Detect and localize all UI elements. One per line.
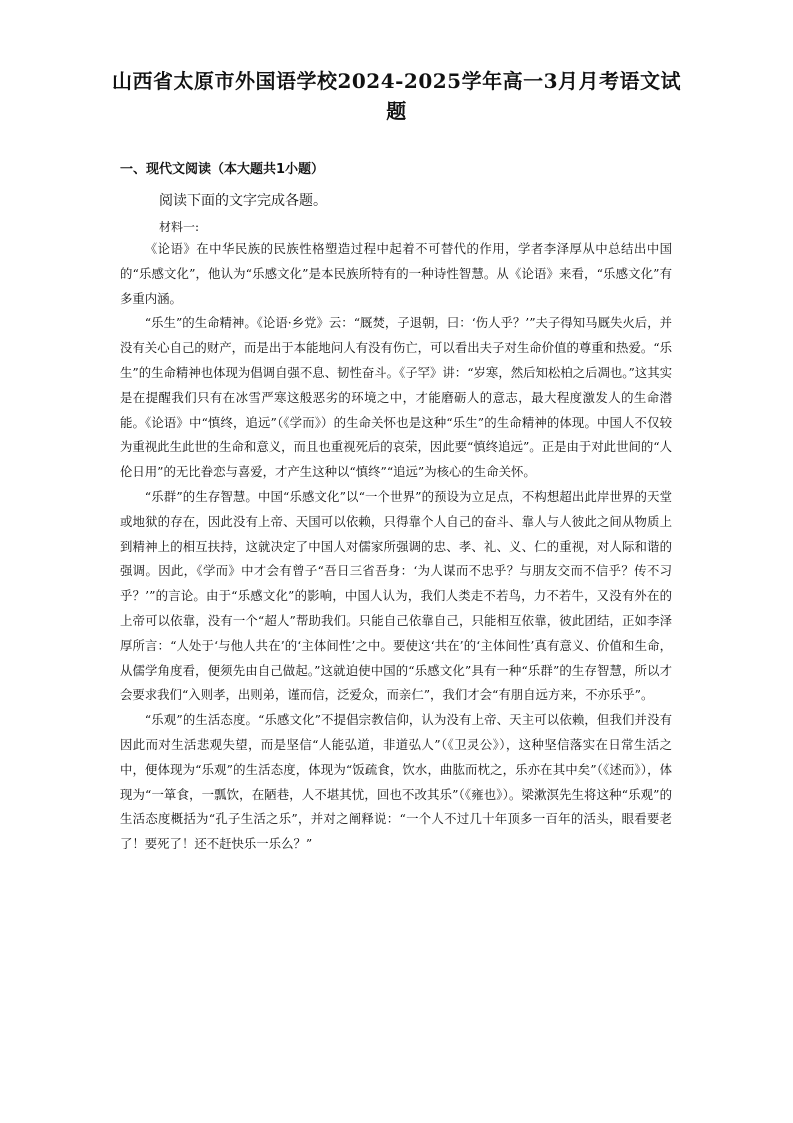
passage-body bbox=[120, 237, 672, 857]
paragraph: “乐群”的生存智慧。中国“乐感文化”以“一个世界”的预设为立足点，不构想超出此岸世界的天堂或地狱的存在，因此没有上帝、天国可以依赖，只得靠个人自己的奋斗、靠人与人彼此之间从物质上到精神上的相互扶持，这就决定了中国人对儒家所强调的忠、孝、礼、义、仁的重视，对人际和谐的强调。因此，《学而》中才会有曾子“吾日三省吾身：‘为人谋而不忠乎？与朋友交而不信乎？传不习乎？’”的言论。由于“乐感文化”的影响，中国人认为，我们人类走不若鸟，力不若牛，又没有外在的上帝可以依靠，没有一个“超人”帮助我们。只能自己依靠自己，只能相互依靠，彼此团结，正如李泽厚所言：“人处于‘与他人共在’的‘主体间性’之中。要使这‘共在’的‘主体间性’真有意义、价值和生命，从儒学角度看，便须先由自己做起。”这就迫使中国的“乐感文化”具有一种“乐群”的生存智慧，所以才会要求我们“入则孝，出则弟，谨而信，泛爱众，而亲仁”，我们才会“有朋自远方来，不亦乐乎”。 bbox=[120, 488, 672, 703]
reading-instruction: 阅读下面的文字完成各题。 bbox=[159, 193, 327, 209]
document-title: 山西省太原市外国语学校2024-2025学年高一3月月考语文试题 bbox=[111, 69, 682, 123]
material-label: 材料一: bbox=[159, 220, 200, 234]
paragraph: “乐生”的生命精神。《论语·乡党》云：“厩焚，子退朝，曰：‘伤人乎？’”夫子得知马厩失火后，并没有关心自己的财产，而是出于本能地问人有没有伤亡，可以看出夫子对生命价值的尊重和热爱。“乐生”的生命精神也体现为倡调自强不息、韧性奋斗。《子罕》讲：“岁寒，然后知松柏之后凋也。”这其实是在提醒我们只有在冰雪严寒这般恶劣的环境之中，才能磨砺人的意志，最大程度激发人的生命潜能。《论语》中“慎终，追远”（《学而》）的生命关怀也是这种“乐生”的生命精神的体现。中国人不仅较为重视此生此世的生命和意义，而且也重视死后的哀荣，因此要“慎终追远”。正是由于对此世间的“人伦日用”的无比眷恋与喜爱，才产生这种以“慎终”“追远”为核心的生命关怀。 bbox=[120, 315, 672, 480]
section-heading: 一、现代文阅读（本大题共1小题） bbox=[120, 162, 325, 177]
paragraph: “乐观”的生活态度。“乐感文化”不提倡宗教信仰，认为没有上帝、天主可以依赖，但我们并没有因此而对生活悲观失望，而是坚信“人能弘道，非道弘人”（《卫灵公》），这种坚信落实在日常生活之中，便体现为“乐观”的生活态度，体现为“饭疏食，饮水，曲肱而枕之，乐亦在其中矣”（《述而》），体现为“一箪食，一瓢饮，在陋巷，人不堪其忧，回也不改其乐”（《雍也》）。梁漱溟先生将这种“乐观”的生活态度概括为“孔子生活之乐”，并对之阐释说：“一个人不过几十年顶多一百年的活头，眼看要老了！要死了！还不赶快乐一乐么？” bbox=[120, 712, 672, 852]
paragraph: 《论语》在中华民族的民族性格塑造过程中起着不可替代的作用，学者李泽厚从中总结出中国的“乐感文化”，他认为“乐感文化”是本民族所特有的一种诗性智慧。从《论语》来看，“乐感文化”有多重内涵。 bbox=[120, 241, 672, 306]
